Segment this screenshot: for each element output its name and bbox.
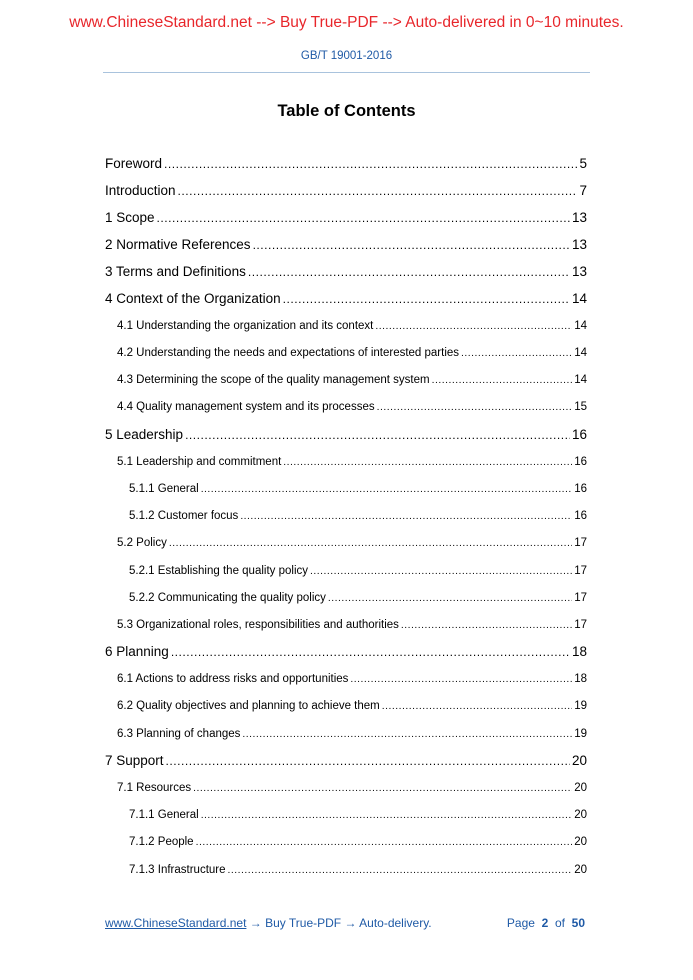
toc-leader <box>201 480 573 500</box>
toc-entry-title: 5.2.2 Communicating the quality policy <box>129 592 326 604</box>
toc-entry-page: 16 <box>571 427 587 442</box>
toc-entry-page: 17 <box>574 537 587 549</box>
toc-leader <box>240 507 572 527</box>
toc-leader <box>350 670 572 690</box>
toc-entry-page: 14 <box>571 291 587 306</box>
toc-entry-page: 20 <box>574 809 587 821</box>
toc-entry-page: 20 <box>574 836 587 848</box>
toc-entry[interactable] <box>117 533 587 553</box>
toc-entry-title: 5 Leadership <box>105 427 184 442</box>
toc-leader <box>432 371 573 391</box>
toc-entry-title: 4.4 Quality management system and its processes <box>117 401 375 413</box>
toc-entry-page: 20 <box>574 782 587 794</box>
toc-entry-page: 14 <box>574 347 587 359</box>
toc-entry[interactable] <box>129 805 587 825</box>
toc-entry-title: Introduction <box>105 183 176 198</box>
toc-leader <box>461 344 572 364</box>
toc-entry[interactable] <box>105 289 587 309</box>
toc-entry-title: 5.1 Leadership and commitment <box>117 456 282 468</box>
header-divider <box>103 72 590 73</box>
toc-entry-page: 14 <box>574 374 587 386</box>
toc-entry-page: 14 <box>574 320 587 332</box>
toc-leader <box>242 725 572 745</box>
toc-entry-title: Foreword <box>105 156 163 171</box>
footer-buy-text: Buy True-PDF <box>265 916 342 930</box>
toc-leader <box>310 562 572 582</box>
toc-entry-title: 4.3 Determining the scope of the quality management system <box>117 374 430 386</box>
page-total: 50 <box>571 916 585 930</box>
toc-entry-title: 4.1 Understanding the organization and its context <box>117 320 374 332</box>
toc-entry-page: 19 <box>574 700 587 712</box>
toc-leader <box>253 235 570 255</box>
toc-entry-page: 16 <box>574 456 587 468</box>
toc-entry-title: 5.1.2 Customer focus <box>129 510 239 522</box>
toc-entry[interactable] <box>105 751 587 771</box>
toc-entry-page: 18 <box>574 673 587 685</box>
arrow-right-icon: → <box>344 916 357 930</box>
toc-entry-page: 16 <box>574 510 587 522</box>
toc-entry[interactable] <box>129 506 587 526</box>
page-of-label: of <box>554 916 565 930</box>
toc-entry[interactable] <box>105 642 587 662</box>
toc-entry[interactable] <box>129 561 587 581</box>
toc-entry-title: 7.1 Resources <box>117 782 192 794</box>
toc-entry-page: 18 <box>571 644 587 659</box>
toc-entry[interactable] <box>117 724 587 744</box>
toc-entry-title: 2 Normative References <box>105 237 251 252</box>
toc-entry-page: 13 <box>571 264 587 279</box>
toc-entry-title: 5.2.1 Establishing the quality policy <box>129 565 308 577</box>
toc-leader <box>375 317 572 337</box>
page-footer <box>105 916 585 932</box>
toc-entry-page: 20 <box>574 864 587 876</box>
toc-entry-title: 5.1.1 General <box>129 483 199 495</box>
toc-leader <box>382 697 572 717</box>
toc-entry-title: 6.1 Actions to address risks and opportunities <box>117 673 349 685</box>
toc-leader <box>248 262 570 282</box>
toc-entry-page: 17 <box>574 565 587 577</box>
footer-promo[interactable] <box>105 916 432 930</box>
page-current: 2 <box>541 916 549 930</box>
toc-entry-title: 5.2 Policy <box>117 537 167 549</box>
toc-entry[interactable] <box>105 425 587 445</box>
toc-entry[interactable] <box>129 588 587 608</box>
toc-entry-title: 5.3 Organizational roles, responsibilities and authorities <box>117 619 399 631</box>
toc-entry[interactable] <box>117 370 587 390</box>
standard-number: GB/T 19001-2016 <box>300 50 393 62</box>
toc-entry[interactable] <box>117 343 587 363</box>
toc-leader <box>401 616 572 636</box>
promo-banner[interactable]: www.ChineseStandard.net --> Buy True-PDF --> Auto-delivered in 0~10 minutes. <box>69 14 624 31</box>
toc-leader <box>201 806 573 826</box>
toc-title: Table of Contents <box>277 102 416 120</box>
toc-entry[interactable] <box>129 832 587 852</box>
toc-entry[interactable] <box>105 262 587 282</box>
toc-entry-page: 13 <box>571 210 587 225</box>
toc-leader <box>377 398 573 418</box>
toc-entry[interactable] <box>105 235 587 255</box>
toc-entry-page: 13 <box>571 237 587 252</box>
toc-leader <box>228 861 573 881</box>
toc-leader <box>157 208 570 228</box>
toc-leader <box>283 289 570 309</box>
toc-entry[interactable] <box>117 615 587 635</box>
toc-entry-page: 17 <box>574 619 587 631</box>
toc-entry[interactable] <box>105 181 587 201</box>
toc-entry[interactable] <box>105 154 587 174</box>
toc-entry-title: 7.1.3 Infrastructure <box>129 864 226 876</box>
toc-leader <box>171 642 570 662</box>
toc-leader <box>166 751 570 771</box>
toc-entry-title: 1 Scope <box>105 210 155 225</box>
toc-leader <box>164 154 577 174</box>
toc-entry-page: 15 <box>574 401 587 413</box>
toc-leader <box>196 833 573 853</box>
footer-site-link[interactable]: www.ChineseStandard.net <box>105 916 247 930</box>
toc-entry[interactable] <box>117 397 587 417</box>
toc-entry-title: 7.1.2 People <box>129 836 194 848</box>
toc-entry[interactable] <box>105 208 587 228</box>
toc-entry-title: 6.2 Quality objectives and planning to achieve them <box>117 700 380 712</box>
toc-entry-page: 19 <box>574 728 587 740</box>
toc-leader <box>185 425 570 445</box>
toc-entry[interactable] <box>117 316 587 336</box>
toc-entry-title: 4.2 Understanding the needs and expectations of interested parties <box>117 347 460 359</box>
toc-entry-page: 20 <box>571 753 587 768</box>
toc-entry-title: 7.1.1 General <box>129 809 199 821</box>
toc-entry-page: 7 <box>579 183 587 198</box>
page-label: Page <box>506 916 535 930</box>
toc-entry-page: 17 <box>574 592 587 604</box>
toc-leader <box>328 589 572 609</box>
toc-entry-title: 3 Terms and Definitions <box>105 264 246 279</box>
toc-entry-title: 6.3 Planning of changes <box>117 728 241 740</box>
page-indicator <box>507 916 585 930</box>
toc-leader <box>178 181 578 201</box>
toc-entry[interactable] <box>129 479 587 499</box>
toc-entry-title: 7 Support <box>105 753 164 768</box>
toc-entry-title: 6 Planning <box>105 644 169 659</box>
toc-leader <box>193 779 572 799</box>
toc-entry-title: 4 Context of the Organization <box>105 291 281 306</box>
toc-leader <box>169 534 572 554</box>
toc-entry[interactable] <box>117 452 587 472</box>
toc-entry[interactable] <box>117 696 587 716</box>
arrow-right-icon: → <box>249 916 262 930</box>
toc-entry-page: 5 <box>579 156 587 171</box>
toc-entry-page: 16 <box>574 483 587 495</box>
toc-entry[interactable] <box>129 860 587 880</box>
toc-entry[interactable] <box>117 669 587 689</box>
footer-delivery-text: Auto-delivery. <box>359 916 432 930</box>
toc-entry[interactable] <box>117 778 587 798</box>
toc-leader <box>283 453 572 473</box>
